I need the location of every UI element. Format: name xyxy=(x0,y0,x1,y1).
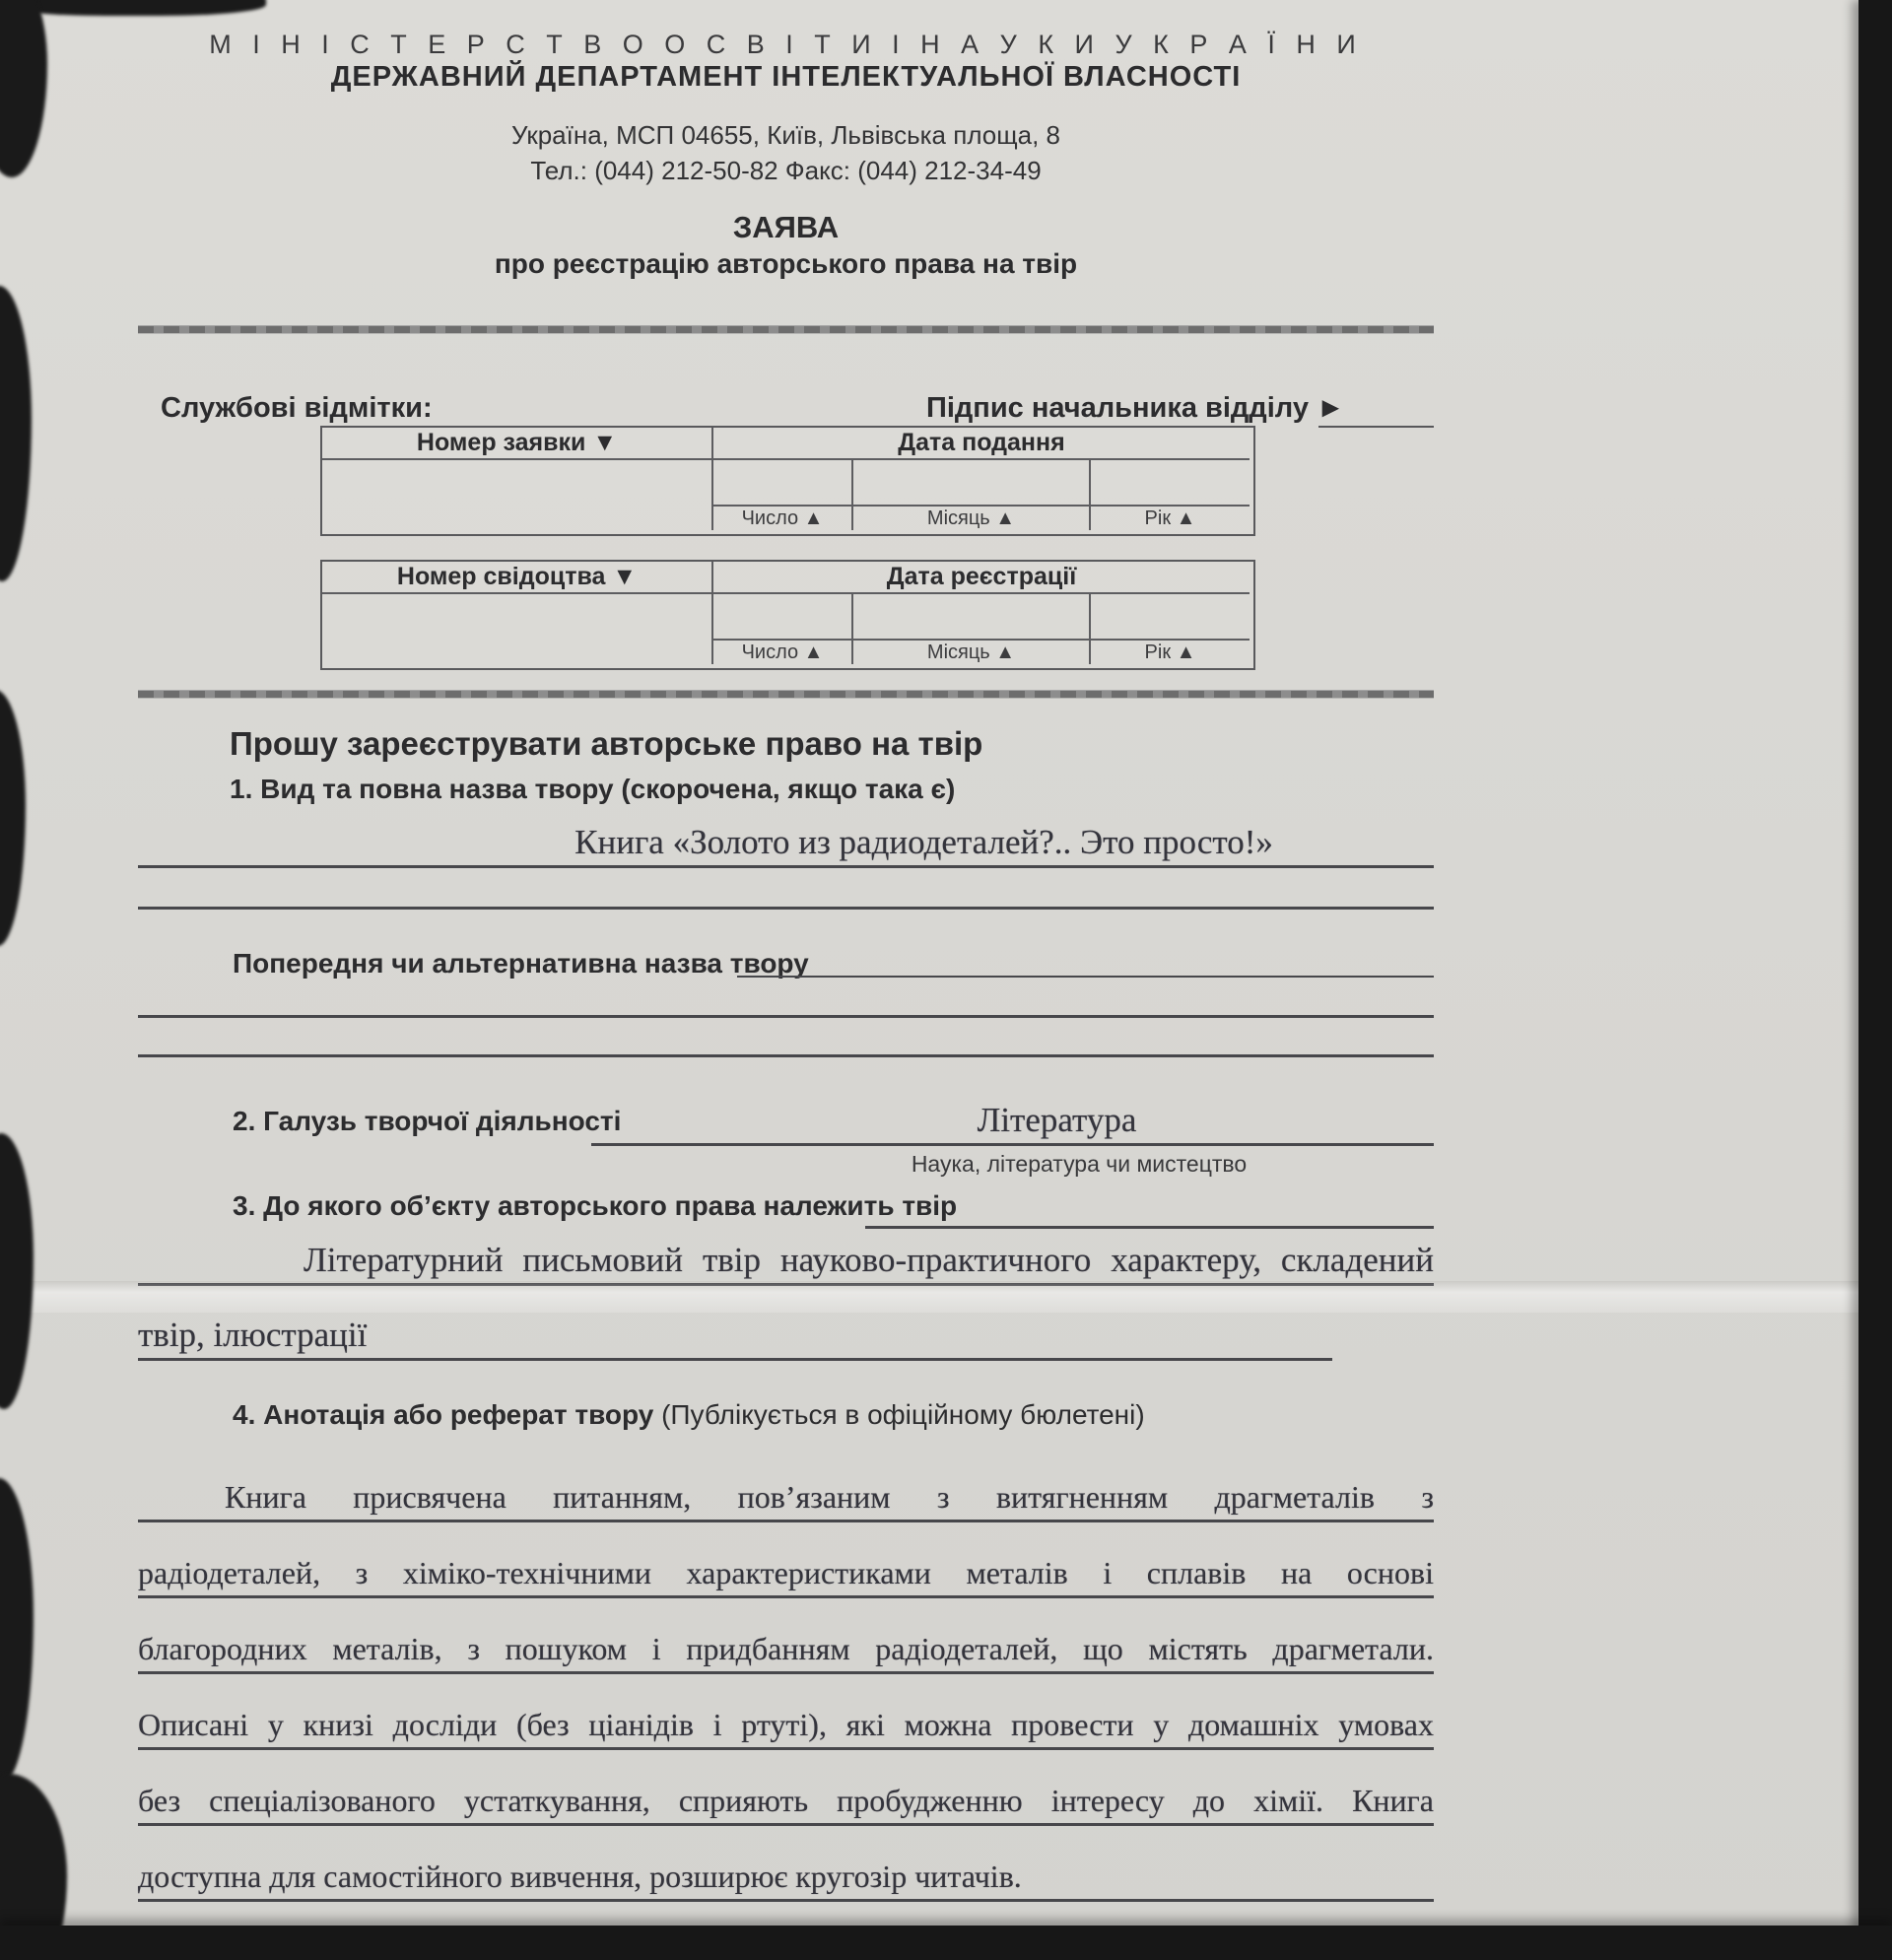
month-label: Місяць ▲ xyxy=(853,507,1091,530)
blank-writing-line xyxy=(138,861,1434,910)
scan-edge-artifact xyxy=(0,1133,34,1409)
annotation-text: Описані у книзі досліди (без ціанідів і ртуті), які можна провести у домашніх умовах xyxy=(138,1707,1434,1742)
question4-label: 4. Анотація або реферат твору xyxy=(233,1399,654,1430)
registration-year-cell xyxy=(1091,594,1250,641)
divider-rule-bottom xyxy=(138,690,1434,699)
month-label: Місяць ▲ xyxy=(853,641,1091,664)
scan-edge-bottom xyxy=(0,1926,1892,1960)
question1-label: 1. Вид та повна назва твору (скорочена, якщо така є) xyxy=(230,774,956,804)
chief-signature-line xyxy=(1318,396,1434,428)
department-name: ДЕРЖАВНИЙ ДЕПАРТАМЕНТ ІНТЕЛЕКТУАЛЬНОЇ ВЛАСНОСТІ xyxy=(330,61,1242,93)
work-title-value: Книга «Золото из радиодеталей?.. Это просто!» xyxy=(574,823,1273,861)
phone-fax-line: Тел.: (044) 212-50-82 Факс: (044) 212-34-49 xyxy=(530,156,1042,185)
blank-writing-line xyxy=(138,1023,1434,1057)
request-heading: Прошу зареєструвати авторське право на твір xyxy=(230,725,983,762)
scan-edge-artifact xyxy=(0,286,32,581)
annotation-line xyxy=(138,1750,1434,1826)
annotation-text: без спеціалізованого устаткування, сприяють пробудженню інтересу до хімії. Книга xyxy=(138,1783,1434,1818)
alternative-title-label: Попередня чи альтернативна назва твору xyxy=(233,948,809,979)
certificate-number-header: Номер свідоцтва ▼ xyxy=(322,562,713,594)
creative-field-caption: Наука, література чи мистецтво xyxy=(911,1151,1248,1177)
filing-date-header: Дата подання xyxy=(713,428,1250,460)
object-type-line1 xyxy=(138,1226,1434,1286)
annotation-text: благородних металів, з пошуком і придбанням радіодеталей, що містять драгметали. xyxy=(138,1631,1434,1666)
annotation-line xyxy=(138,1598,1434,1674)
address-line: Україна, МСП 04655, Київ, Львівська площа, 8 xyxy=(510,120,1061,150)
annotation-text: доступна для самостійного вивчення, розширює кругозір читачів. xyxy=(138,1859,1022,1894)
annotation-line xyxy=(138,1674,1434,1750)
service-marks-label: Службові відмітки: xyxy=(161,392,433,424)
certificate-number-table xyxy=(320,560,1255,670)
year-label: Рік ▲ xyxy=(1144,641,1196,663)
document-subtitle: про реєстрацію авторського права на твір xyxy=(494,248,1078,279)
registration-date-header: Дата реєстрації xyxy=(713,562,1250,594)
day-label: Число ▲ xyxy=(713,507,853,530)
scan-edge-artifact xyxy=(0,690,26,946)
annotation-text: радіодеталей, з хіміко-технічними характеристиками металів і сплавів на основі xyxy=(138,1555,1434,1590)
document-title: ЗАЯВА xyxy=(732,210,840,244)
object-type-value-line1: Літературний письмовий твір науково-практичного характеру, складений xyxy=(304,1241,1434,1279)
question4-note: (Публікується в офіційному бюлетені) xyxy=(661,1399,1145,1430)
application-number-table xyxy=(320,426,1255,536)
filing-day-cell xyxy=(713,460,853,507)
divider-rule-top xyxy=(138,325,1434,334)
scan-edge-right xyxy=(1858,0,1892,1960)
filing-month-cell xyxy=(853,460,1091,507)
creative-field-value: Література xyxy=(977,1101,1137,1139)
object-type-field xyxy=(865,1186,1434,1229)
registration-day-cell xyxy=(713,594,853,641)
scan-edge-artifact xyxy=(0,1478,34,1784)
chief-signature-label: Підпис начальника відділу ► xyxy=(926,392,1345,424)
question3-label: 3. До якого об’єкту авторського права належить твір xyxy=(233,1190,958,1221)
work-title-field xyxy=(138,800,1434,868)
day-label: Число ▲ xyxy=(713,641,853,664)
annotation-line xyxy=(138,1447,1434,1522)
blank-writing-line xyxy=(138,983,1434,1018)
object-type-value-line2: твір, ілюстрації xyxy=(138,1316,368,1354)
year-label: Рік ▲ xyxy=(1144,507,1196,529)
annotation-line xyxy=(138,1522,1434,1598)
annotation-paragraph xyxy=(138,1447,1434,1902)
question4-row xyxy=(233,1399,1145,1431)
filing-year-cell xyxy=(1091,460,1250,507)
alternative-title-field xyxy=(737,944,1434,978)
object-type-line2 xyxy=(138,1299,1332,1361)
annotation-line xyxy=(138,1826,1434,1902)
application-number-header: Номер заявки ▼ xyxy=(322,428,713,460)
creative-field-field xyxy=(591,1102,1434,1146)
application-number-cell xyxy=(322,460,713,530)
annotation-text: Книга присвячена питанням, пов’язаним з витягненням драгметалів з xyxy=(225,1479,1434,1515)
ministry-name: М І Н І С Т Е Р С Т В О О С В І Т И І Н А У К И У К Р А Ї Н И xyxy=(209,30,1363,59)
question2-label: 2. Галузь творчої діяльності xyxy=(233,1106,622,1136)
registration-month-cell xyxy=(853,594,1091,641)
certificate-number-cell xyxy=(322,594,713,664)
scan-edge-artifact xyxy=(0,0,47,177)
